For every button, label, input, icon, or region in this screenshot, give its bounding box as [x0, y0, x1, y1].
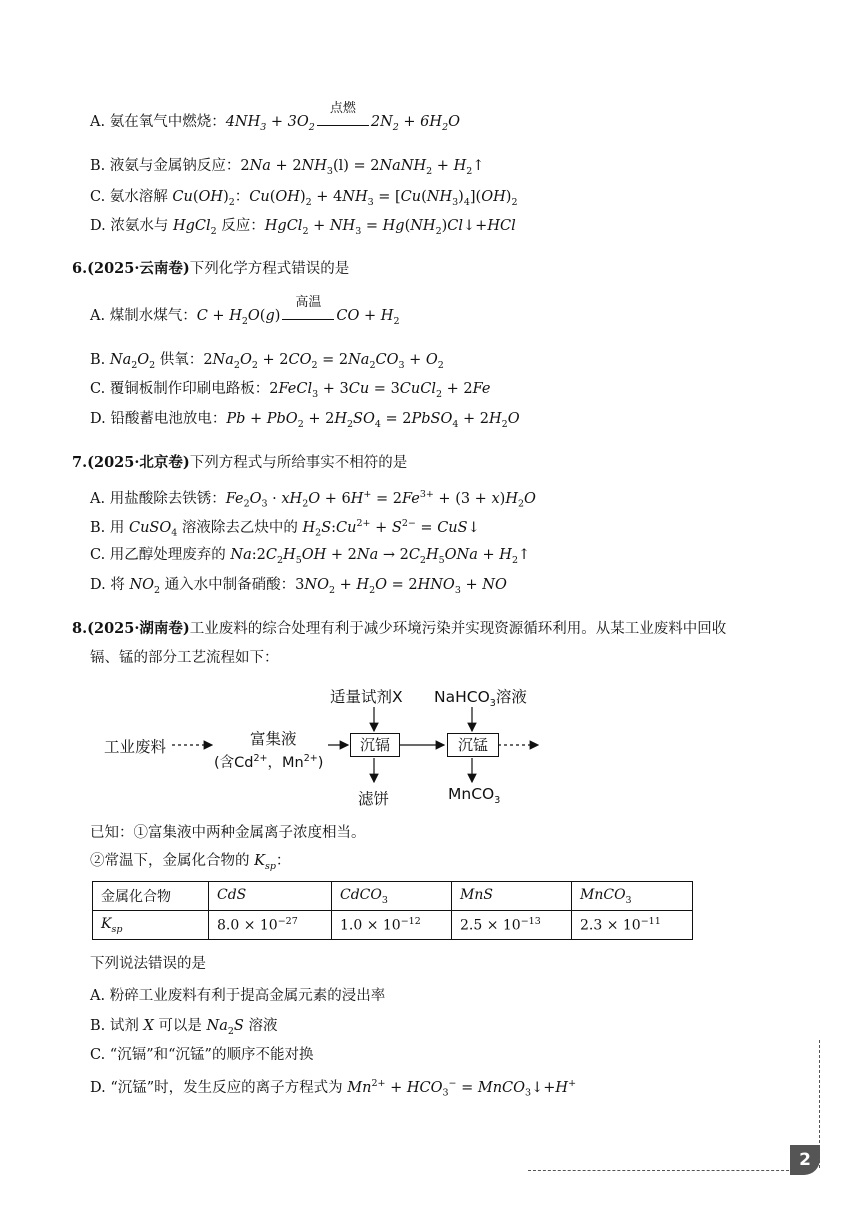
- q5-option-a: A. 氨在氧气中燃烧：$4NH_3 + 3O_2$ 点燃 $2N_2 + 6H_2O$: [90, 101, 460, 133]
- page-number: 2: [790, 1145, 820, 1175]
- filter-cake-label: 滤饼: [358, 790, 390, 808]
- page-border-horizontal: [528, 1170, 794, 1171]
- q7-option-a: A. 用盐酸除去铁锈：$Fe_2O_3 \cdot xH_2O + 6H^+ = 2Fe^{3+} + (3 + x)H_2O$: [90, 489, 536, 510]
- q6-option-c: C. 覆铜板制作印刷电路板：2FeCl$_3$ + 3Cu = 3CuCl$_2$ + 2Fe: [90, 381, 491, 400]
- table-cell: $2.3 \times 10^{-11}$: [572, 911, 693, 940]
- known-1: 已知：①富集液中两种金属离子浓度相当。: [90, 825, 366, 841]
- q8-option-d: D. “沉锰”时，发生反应的离子方程式为 $Mn^{2+} + HCO_3^-$ = MnCO$_3$↓+H+: [90, 1078, 577, 1099]
- q7-option-b: B. 用 CuSO$_4$ 溶液除去乙炔中的 $H_2S:Cu^{2+} + S^{2-}$ = CuS↓: [90, 518, 480, 539]
- table-header-cell: CdCO$_3$: [332, 882, 452, 911]
- process-flow-diagram: [100, 683, 560, 813]
- table-cell: $2.5 \times 10^{-13}$: [452, 911, 572, 940]
- q5-option-c: C. 氨水溶解 $Cu(OH)_2$：$Cu(OH)_2 + 4NH_3 = [Cu(NH_3)_4](OH)_2$: [90, 189, 518, 208]
- q6-stem: 6.(2025·云南卷)下列化学方程式错误的是: [72, 260, 350, 277]
- table-header-cell: 金属化合物: [93, 882, 209, 911]
- condition-label: 高温: [282, 310, 334, 320]
- table-cell: $1.0 \times 10^{-12}$: [332, 911, 452, 940]
- table-cell: $8.0 \times 10^{-27}$: [209, 911, 332, 940]
- ksp-table: [92, 881, 693, 940]
- q8-stem-line2: 镉、锰的部分工艺流程如下：: [90, 650, 279, 666]
- table-header-cell: CdS: [209, 882, 332, 911]
- q5-option-b: B. 液氨与金属钠反应：$2Na + 2NH_3(l)$ = 2NaNH$_2$ + $H_2↑$: [90, 158, 485, 177]
- table-header-cell: MnS: [452, 882, 572, 911]
- nahco3-label: NaHCO$_3$溶液: [434, 688, 527, 710]
- q8-option-c: C. “沉镉”和“沉锰”的顺序不能对换: [90, 1047, 314, 1063]
- mnco3-label: MnCO$_3$: [448, 785, 501, 807]
- known-2: ②常温下，金属化合物的 $K_{sp}$：: [90, 853, 291, 872]
- q8-option-a: A. 粉碎工业废料有利于提高金属元素的浸出率: [90, 988, 386, 1004]
- q7-option-c: C. 用乙醇处理废弃的 $Na:2C_2H_5OH + 2Na \to 2C_2H_5ONa$ + $H_2↑$: [90, 547, 531, 566]
- condition-label: 点燃: [317, 116, 369, 126]
- reagent-x-label: 适量试剂X: [330, 688, 403, 706]
- table-header-row: [93, 882, 693, 911]
- precipitate-mn-box: 沉锰: [447, 733, 499, 757]
- table-row-label: $K_{sp}$: [93, 911, 209, 940]
- q7-option-d: D. 将 $NO_2$ 通入水中制备硝酸：$3NO_2 + H_2O = 2HNO_3$ + NO: [90, 577, 507, 596]
- rich-liquid-ions: (含$Cd^{2+}$，$Mn^{2+}$): [214, 753, 324, 771]
- precipitate-cd-box: 沉镉: [350, 733, 400, 757]
- q8-question: 下列说法错误的是: [90, 956, 206, 972]
- waste-label: 工业废料: [104, 738, 167, 756]
- table-header-cell: MnCO$_3$: [572, 882, 693, 911]
- q8-option-b: B. 试剂 X 可以是 $Na_2S$ 溶液: [90, 1018, 278, 1037]
- q6-option-b: B. $Na_2O_2$ 供氧：$2Na_2O_2 + 2CO_2 = 2Na_2CO_3 + O_2$: [90, 352, 444, 371]
- q6-option-d: D. 铅酸蓄电池放电：$Pb + PbO_2 + 2H_2SO_4$ = 2PbSO$_4$ + $2H_2O$: [90, 411, 520, 430]
- q6-option-a: A. 煤制水煤气：$C + H_2O(g)$ 高温 CO + $H_2$: [90, 295, 400, 327]
- table-row: [93, 911, 693, 940]
- q7-stem: 7.(2025·北京卷)下列方程式与所给事实不相符的是: [72, 454, 408, 471]
- q5-option-d: D. 浓氨水与 HgCl$_2$ 反应：HgCl$_2$ + $NH_3$ = $Hg(NH_2)Cl↓+HCl$: [90, 218, 516, 237]
- rich-liquid-label: 富集液: [250, 730, 297, 748]
- q8-stem-line1: 8.(2025·湖南卷)工业废料的综合处理有利于减少环境污染并实现资源循环利用。从某工业废料中回收: [72, 620, 727, 637]
